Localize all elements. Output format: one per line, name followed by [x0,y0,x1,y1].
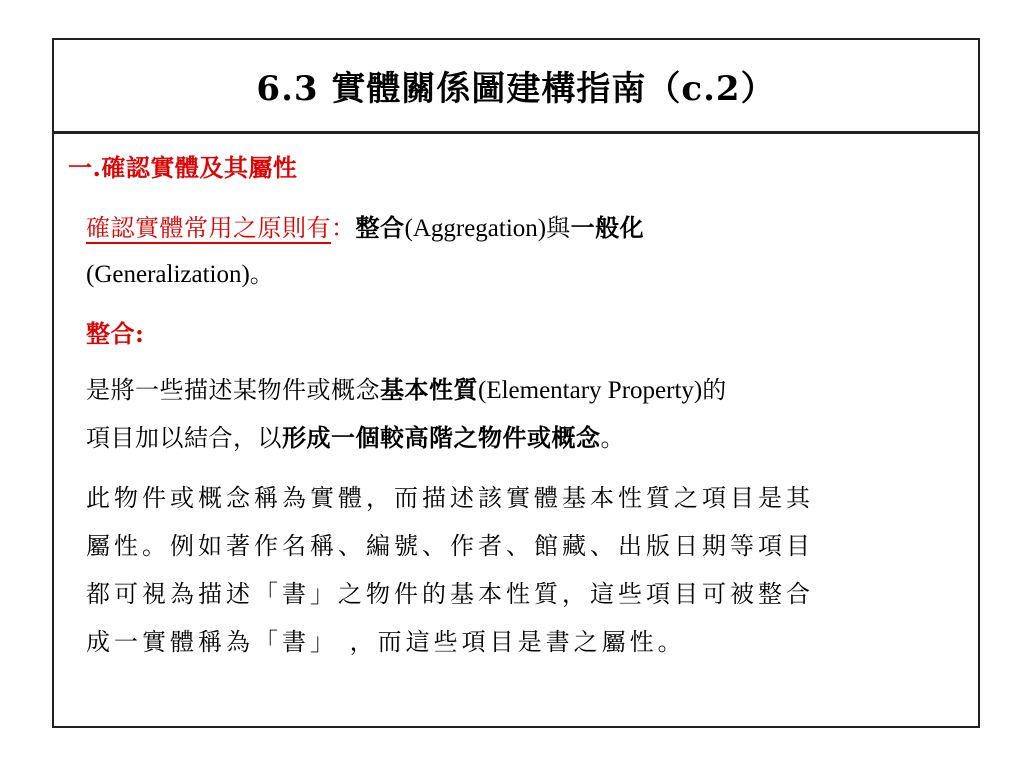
aggregation-heading: 整合: [86,319,145,348]
section-heading: 一.確認實體及其屬性 [68,153,298,182]
paragraph2-line2: 屬性。例如著作名稱、編號、作者、館藏、出版日期等項目 [86,532,814,560]
term-aggregation: 整合 [355,213,405,242]
p1-part4: 。 [600,424,625,452]
principles-line [86,212,644,245]
paragraph2-line1: 此物件或概念稱為實體，而描述該實體基本性質之項目是其 [86,484,814,512]
principles-line-2 [86,258,274,291]
slide-title: 6.3 實體關係圖建構指南（c.2） [256,69,776,109]
p1-latin1: (Elementary Property) [478,377,703,404]
paragraph1-line1 [86,374,727,407]
slide-frame [52,38,980,728]
p1-bold2: 形成一個較高階之物件或概念 [282,423,601,452]
principles-connector: 與 [546,214,571,242]
paragraph2-line3: 都可視為描述「書」之物件的基本性質，這些項目可被整合 [86,580,814,608]
principles-colon: ： [331,214,356,242]
title-bar [54,40,978,134]
p1-part2: 的 [702,376,727,404]
term-generalization: 一般化 [570,213,645,242]
term-generalization-en: (Generalization) [86,261,250,288]
p1-bold1: 基本性質 [380,375,478,404]
paragraph1-line2 [86,422,625,454]
p1-part3: 項目加以結合，以 [86,424,282,452]
paragraph2-line4: 成一實體稱為「書」 ，而這些項目是書之屬性。 [86,628,686,656]
p1-part1: 是將一些描述某物件或概念 [86,376,380,404]
principles-lead: 確認實體常用之原則有 [86,214,331,242]
principles-end: 。 [249,260,275,288]
term-aggregation-en: (Aggregation) [404,215,547,242]
